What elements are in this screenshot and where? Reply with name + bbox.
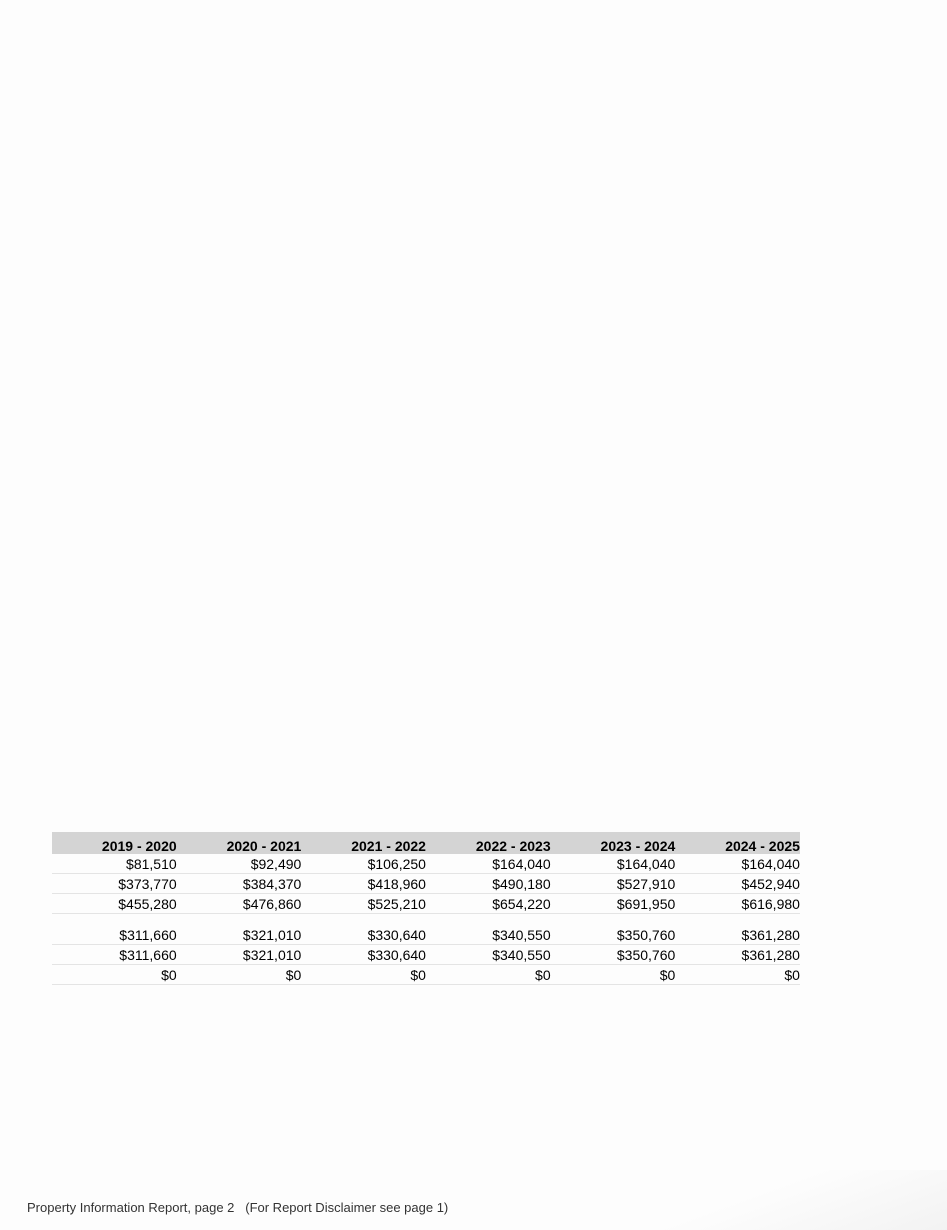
table-row (52, 854, 800, 874)
column-header: 2019 - 2020 (101, 838, 177, 854)
table-cell: $616,980 (741, 895, 800, 912)
column-header: 2022 - 2023 (475, 838, 551, 854)
table-cell: $0 (535, 966, 551, 983)
table-cell: $361,280 (741, 946, 800, 963)
table-row (52, 894, 800, 914)
table-cell: $164,040 (616, 855, 676, 872)
table-row (52, 925, 800, 945)
table-cell: $92,490 (250, 855, 302, 872)
table-cell: $311,660 (119, 946, 177, 963)
column-header: 2021 - 2022 (351, 838, 426, 854)
table-cell: $476,860 (242, 895, 302, 912)
table-cell: $340,550 (492, 926, 551, 943)
table-cell: $0 (161, 966, 177, 983)
table-cell: $527,910 (616, 875, 676, 892)
table-row (52, 945, 800, 965)
table-cell: $106,250 (367, 855, 426, 872)
table-cell: $164,040 (741, 855, 800, 872)
column-header: 2020 - 2021 (226, 838, 302, 854)
table-cell: $0 (410, 966, 426, 983)
table-cell: $373,770 (118, 875, 177, 892)
table-cell: $0 (285, 966, 302, 983)
table-cell: $452,940 (741, 875, 800, 892)
table-cell: $361,280 (741, 926, 800, 943)
page-edge-shadow (627, 1170, 947, 1230)
table-cell: $164,040 (492, 855, 551, 872)
table-cell: $350,760 (616, 926, 676, 943)
table-cell: $321,010 (242, 926, 302, 943)
table-cell: $330,640 (367, 926, 426, 943)
table-cell: $81,510 (126, 855, 177, 872)
table-row (52, 965, 800, 985)
table-cell: $311,660 (119, 926, 177, 943)
column-header: 2023 - 2024 (600, 838, 676, 854)
table-cell: $350,760 (616, 946, 676, 963)
table-cell: $490,180 (492, 875, 551, 892)
column-header: 2024 - 2025 (725, 838, 800, 854)
assessment-values-table (52, 832, 800, 985)
table-cell: $418,960 (367, 875, 426, 892)
table-cell: $654,220 (492, 895, 551, 912)
table-header-row (52, 832, 800, 854)
table-row (52, 874, 800, 894)
footer-disclaimer: (For Report Disclaimer see page 1) (245, 1200, 449, 1215)
table-cell: $330,640 (367, 946, 426, 963)
table-cell: $0 (659, 966, 676, 983)
table-cell: $455,280 (118, 895, 177, 912)
table-cell: $691,950 (616, 895, 676, 912)
table-cell: $525,210 (367, 895, 426, 912)
table-cell: $321,010 (242, 946, 302, 963)
page-footer (27, 1200, 448, 1215)
footer-page-label: Property Information Report, page 2 (27, 1200, 235, 1215)
table-cell: $384,370 (242, 875, 302, 892)
table-cell: $0 (784, 966, 800, 983)
table-cell: $340,550 (492, 946, 551, 963)
